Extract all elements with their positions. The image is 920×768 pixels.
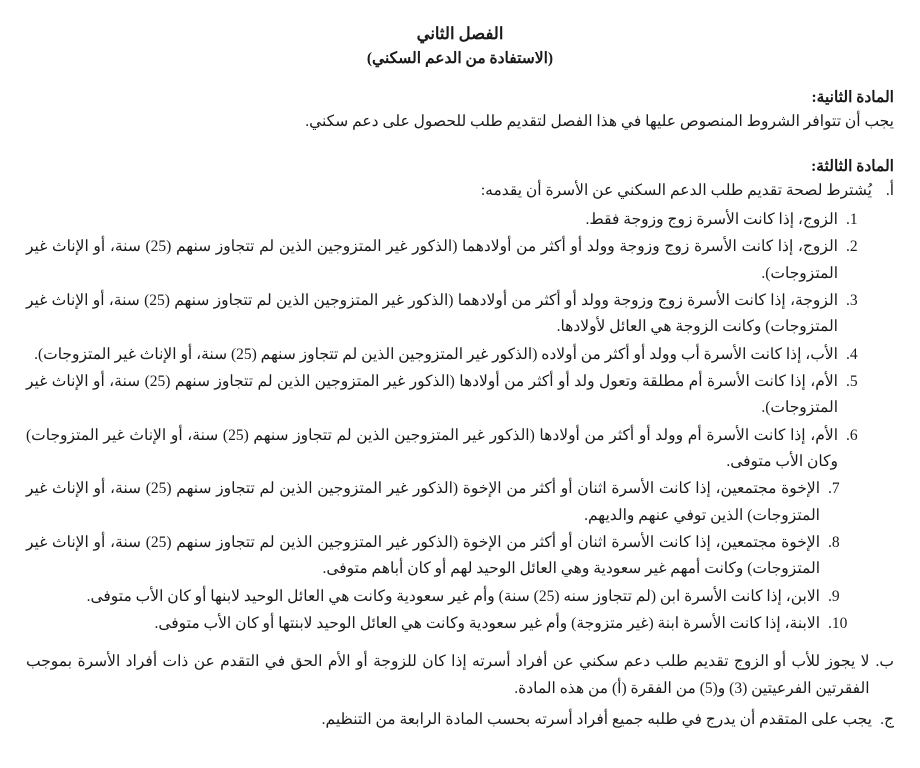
list-item [26, 369, 894, 422]
article-three-tail-clauses [26, 649, 894, 733]
list-item-marker: 9. [828, 587, 840, 605]
list-item [26, 342, 894, 368]
list-item [26, 423, 894, 476]
section-spacer [26, 147, 894, 157]
clause-a [26, 178, 894, 205]
clause-c-text: يجب على المتقدم أن يدرج في طلبه جميع أفراد أسرته بحسب المادة الرابعة من التنظيم. [321, 710, 872, 728]
chapter-subtitle: (الاستفادة من الدعم السكني) [366, 49, 554, 67]
list-item [26, 530, 894, 583]
article-two-heading: المادة الثانية: [811, 88, 894, 106]
list-item-text: الإخوة مجتمعين، إذا كانت الأسرة اثنان أو أكثر من الإخوة (الذكور غير المتزوجين الذين لم تتجاوز سنهم (25) سنة، أو الإناث غير المتزوجات) وكانت أمهم غير سعودية وهي العائل الوحيد لهم أو كان أباهم متوفى. [26, 533, 820, 578]
clause-a-marker: أ. [885, 182, 894, 200]
list-item-text: الأب، إذا كانت الأسرة أب وولد أو أكثر من أولاده (الذكور غير المتزوجين الذين لم تتجاوز سنهم (25) سنة، أو الإناث غير المتزوجات). [34, 345, 838, 363]
clause-b [26, 649, 894, 702]
clause-a-text: يُشترط لصحة تقديم طلب الدعم السكني عن الأسرة أن يقدمه: [480, 182, 872, 200]
list-item [26, 584, 894, 610]
list-item-marker: 5. [846, 372, 858, 390]
list-item-marker: 7. [828, 480, 840, 498]
article-two [26, 88, 894, 136]
list-item-marker: 8. [828, 533, 840, 551]
clause-c [26, 707, 894, 734]
list-item [26, 234, 894, 287]
article-three-heading: المادة الثالثة: [811, 158, 894, 176]
list-item-text: الزوجة، إذا كانت الأسرة زوج وزوجة وولد أو أكثر من أولادهما (الذكور غير المتزوجين الذين لم تتجاوز سنهم (25) سنة، أو الإناث غير المتزوجات) وكانت الزوجة هي العائل لأولادها. [26, 291, 839, 336]
conditions-list [26, 207, 894, 638]
list-item-marker: 4. [846, 345, 858, 363]
list-item [26, 288, 894, 341]
list-item-marker: 3. [846, 291, 858, 309]
list-item-text: الزوج، إذا كانت الأسرة زوج وزوجة فقط. [585, 210, 838, 228]
article-three [26, 157, 894, 733]
list-item-text: الابن، إذا كانت الأسرة ابن (لم تتجاوز سنه (25) سنة) وأم غير سعودية وكانت هي العائل الوحيد لابنها أو كان الأب متوفى. [86, 587, 820, 605]
list-item-marker: 6. [846, 426, 858, 444]
clause-b-text: لا يجوز للأب أو الزوج تقديم طلب دعم سكني عن أفراد أسرته إذا كان للزوجة أو الأم الحق في التقدم عن ذات أفراد الأسرة بموجب الفقرتين الفرعيتين (3) و(5) من الفقرة (أ) من هذه المادة. [26, 653, 870, 698]
chapter-title: الفصل الثاني [416, 24, 504, 43]
list-item-text: الزوج، إذا كانت الأسرة زوج وزوجة وولد أو أكثر من أولادهما (الذكور غير المتزوجين الذين لم تتجاوز سنهم (25) سنة، أو الإناث غير المتزوجات). [26, 238, 838, 282]
article-two-body: يجب أن تتوافر الشروط المنصوص عليها في هذا الفصل لتقديم طلب للحصول على دعم سكني. [305, 112, 894, 130]
list-item-text: الابنة، إذا كانت الأسرة ابنة (غير متزوجة) وأم غير سعودية وكانت هي العائل الوحيد لابنتها أو كان الأب متوفى. [154, 615, 820, 633]
list-item-text: الأم، إذا كانت الأسرة أم مطلقة وتعول ولد أو أكثر من أولادها (الذكور غير المتزوجين الذين لم تتجاوز سنهم (25) سنة، أو الإناث غير المتزوجات). [26, 372, 838, 417]
list-item-marker: 2. [846, 238, 858, 256]
list-item-text: الإخوة مجتمعين، إذا كانت الأسرة اثنان أو أكثر من الإخوة (الذكور غير المتزوجين الذين لم تتجاوز سنهم (25) سنة، أو الإناث غير المتزوجات) الذين توفي عنهم والديهم. [26, 480, 820, 524]
list-item-marker: 1. [846, 210, 858, 228]
clause-b-marker: ب. [875, 653, 894, 671]
list-item [26, 207, 894, 233]
list-item-marker: 10. [828, 615, 848, 633]
clause-c-marker: ج. [880, 710, 894, 728]
list-item-text: الأم، إذا كانت الأسرة أم وولد أو أكثر من أولادها (الذكور غير المتزوجين الذين لم تتجاوز سنهم (25) سنة، أو الإناث غير المتزوجات) وكان الأب متوفى. [26, 426, 838, 470]
list-item [26, 611, 894, 637]
list-item [26, 476, 894, 529]
